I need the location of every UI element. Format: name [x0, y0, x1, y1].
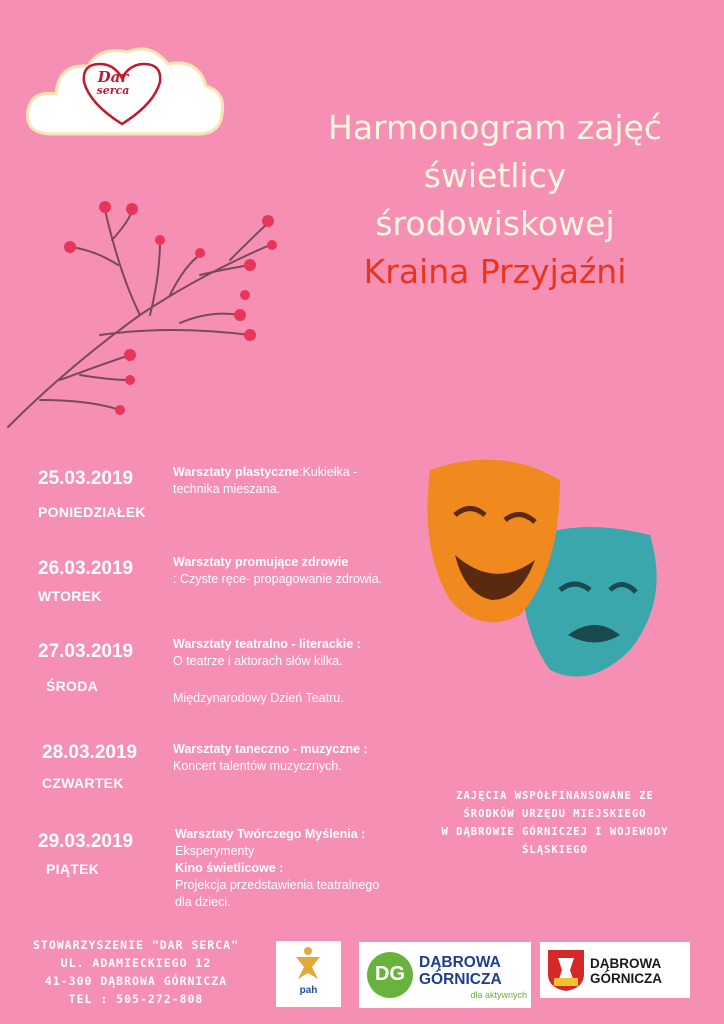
footer-address — [0, 936, 272, 1008]
flower-branch-icon — [0, 195, 290, 435]
notice-line-2: ŚRODKÓW URZĘDU MIEJSKIEGO — [463, 808, 647, 820]
date-4: 28.03.2019 — [42, 742, 138, 763]
funding-notice — [395, 787, 715, 859]
dg-name — [419, 954, 529, 988]
date-3: 27.03.2019 — [38, 641, 134, 662]
notice-line-4: ŚLĄSKIEGO — [522, 844, 588, 856]
footer-line-1: STOWARZYSZENIE "DAR SERCA" — [32, 938, 239, 952]
activity-2-text: : Czyste ręce- propagowanie zdrowia. — [173, 572, 383, 586]
title-line-3: środowiskowej — [375, 204, 615, 243]
city-crest-icon — [546, 948, 586, 992]
title-line-1: Harmonogram zajęć — [328, 108, 662, 147]
pah-logo — [276, 941, 341, 1007]
activity-3-text: O teatrze i aktorach słów kilka. — [173, 654, 343, 668]
footer-line-3: 41-300 DĄBROWA GÓRNICZA — [44, 974, 228, 988]
dabrowa-gornicza-logo — [359, 942, 531, 1008]
footer-line-4: TEL : 505-272-808 — [68, 992, 204, 1006]
activity-1 — [173, 464, 393, 498]
activity-4 — [173, 741, 373, 775]
day-2: WTOREK — [38, 588, 102, 604]
dg-name-line-1: DĄBROWA — [419, 954, 501, 971]
activity-2-title: Warsztaty promujące zdrowie — [173, 555, 349, 569]
date-5: 29.03.2019 — [38, 831, 134, 852]
day-4: CZWARTEK — [42, 775, 124, 791]
activity-5-title-2: Kino świetlicowe : — [175, 861, 284, 875]
activity-5 — [175, 826, 380, 911]
dg-tagline: dla aktywnych — [470, 990, 527, 1000]
dg2-name-line-1: DĄBROWA — [590, 956, 662, 971]
date-1: 25.03.2019 — [38, 468, 134, 489]
dg2-name — [590, 956, 688, 986]
activity-3-title: Warsztaty teatralno - literackie : — [173, 637, 361, 651]
day-3: ŚRODA — [46, 678, 99, 694]
dg-name-line-2: GÓRNICZA — [419, 971, 502, 988]
activity-3-extra: Międzynarodowy Dzień Teatru. — [173, 691, 344, 705]
day-1: PONIEDZIAŁEK — [38, 504, 146, 520]
subtitle: Kraina Przyjaźni — [363, 252, 627, 291]
dg-initials: DG — [375, 963, 405, 985]
dabrowa-gornicza-crest-logo — [540, 942, 690, 998]
pah-figure-icon — [276, 941, 341, 985]
activity-5-text-2: Projekcja przedstawienia teatralnego dla dzieci. — [175, 878, 380, 909]
activity-2 — [173, 554, 393, 588]
notice-line-3: W DĄBROWIE GÓRNICZEJ I WOJEWODY — [441, 826, 669, 838]
day-5: PIĄTEK — [46, 861, 100, 877]
activity-3 — [173, 636, 393, 670]
activity-5-title: Warsztaty Twórczego Myślenia : — [175, 827, 366, 841]
logo-line-2: serca — [96, 84, 130, 97]
date-2: 26.03.2019 — [38, 558, 134, 579]
activity-4-title: Warsztaty taneczno - muzyczne : — [173, 742, 368, 756]
title-line-2: świetlicy — [423, 156, 567, 195]
activity-1-title: Warsztaty plastyczne — [173, 465, 299, 479]
logo-line-1: Dar — [97, 68, 129, 86]
activity-5-text: Eksperymenty — [175, 844, 255, 858]
activity-4-text: Koncert talentów muzycznych. — [173, 759, 342, 773]
theatre-masks-icon — [400, 450, 690, 695]
pah-text: pah — [299, 985, 318, 996]
logo-text — [78, 70, 148, 98]
activity-1-text: :Kukiełka - technika mieszana. — [173, 465, 358, 496]
dg2-name-line-2: GÓRNICZA — [590, 971, 662, 986]
footer-line-2: UL. ADAMIECKIEGO 12 — [60, 956, 212, 970]
notice-line-1: ZAJĘCIA WSPÓŁFINANSOWANE ZE — [456, 790, 654, 802]
